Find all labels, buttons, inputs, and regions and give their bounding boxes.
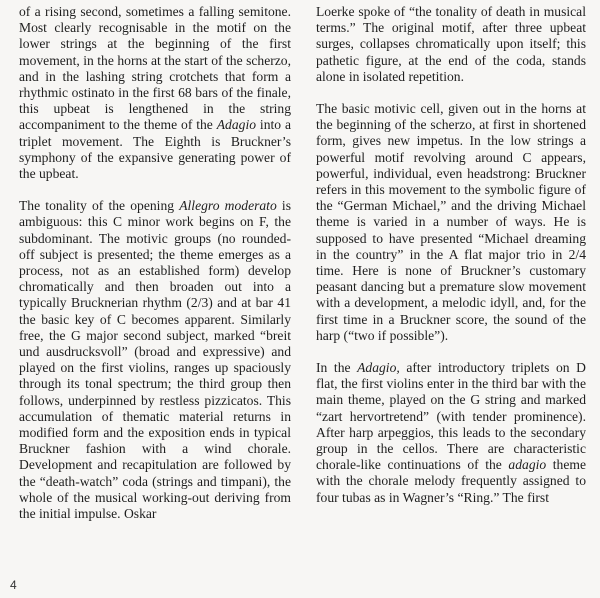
italic-term: Adagio: [216, 117, 257, 133]
paragraph-coda: Loerke spoke of “the tonality of death in musical terms.” The original motif, after three upbeat surges, collapses chromatically upon itself; this pathetic figure, at the end of the coda, stands alone in isolated repetition.: [316, 4, 586, 84]
left-column: [19, 4, 291, 522]
paragraph-scherzo: The basic motivic cell, given out in the horns at the beginning of the scherzo, at first in shortened form, gives new impetus. In the low strings a powerful motif revolving around C appears, powerful, individual, even headstrong: Bruckner refers in this movement to the symbolic figure of the “German Michael,” and the driving Michael theme is varied in a number of ways. He is supposed to have presented “Michael dreaming in the country” in the A flat major trio in 2/4 time. Here is none of Bruckner’s customary peasant dancing but a premature slow movement with a development, a melodic idyll, and, for the first time in a Bruckner score, the sound of the harp (“two if possible”).: [316, 101, 586, 343]
italic-term: Adagio,: [357, 360, 400, 376]
paragraph-adagio: In the Adagio, after introductory triplets on D flat, the first violins enter in the third bar with the main theme, played on the G string and marked “zart hervortretend” (with tender prominence). After harp arpeggios, this leads to the secondary group in the cellos. There are characteristic chorale-like continuations of the adagio theme with the chorale melody frequently assigned to four tubas as in Wagner’s “Ring.” The first: [316, 360, 586, 505]
right-column: [316, 4, 586, 506]
paragraph-upbeat: of a rising second, sometimes a falling semitone. Most clearly recognisable in the motif on the lower strings at the beginning of the first movement, in the horns at the start of the scherzo, and in the lashing string crotchets that form a rhythmic ostinato in the first 68 bars of the finale, this upbeat is lengthened in the string accompaniment to the theme of the Adagio into a triplet movement. The Eighth is Bruckner’s symphony of the expansive generating power of the upbeat.: [19, 4, 291, 182]
italic-term: adagio: [508, 457, 547, 473]
page-number: 4: [10, 578, 17, 592]
paragraph-first-movement: The tonality of the opening Allegro moderato is ambiguous: this C minor work begins on F, the subdominant. The motivic groups (no rounded-off subject is presented; the theme emerges as a process, not as an established form) develop chromatically and then broaden out into a typically Brucknerian rhythm (2/3) and at bar 41 the basic key of C becomes apparent. Similarly free, the G major second subject, marked “breit und ausdrucksvoll” (broad and expressive) and played on the first violins, ranges up spaciously through its tonal spectrum; the third group then follows, underpinned by restless pizzicatos. This accumulation of thematic material returns in modified form and the exposition ends in typical Bruckner fashion with a wind chorale. Development and recapitulation are followed by the “death-watch” coda (strings and timpani), the whole of the musical working-out deriving from the initial impulse. Oskar: [19, 198, 291, 522]
italic-term: Allegro moderato: [179, 198, 277, 214]
